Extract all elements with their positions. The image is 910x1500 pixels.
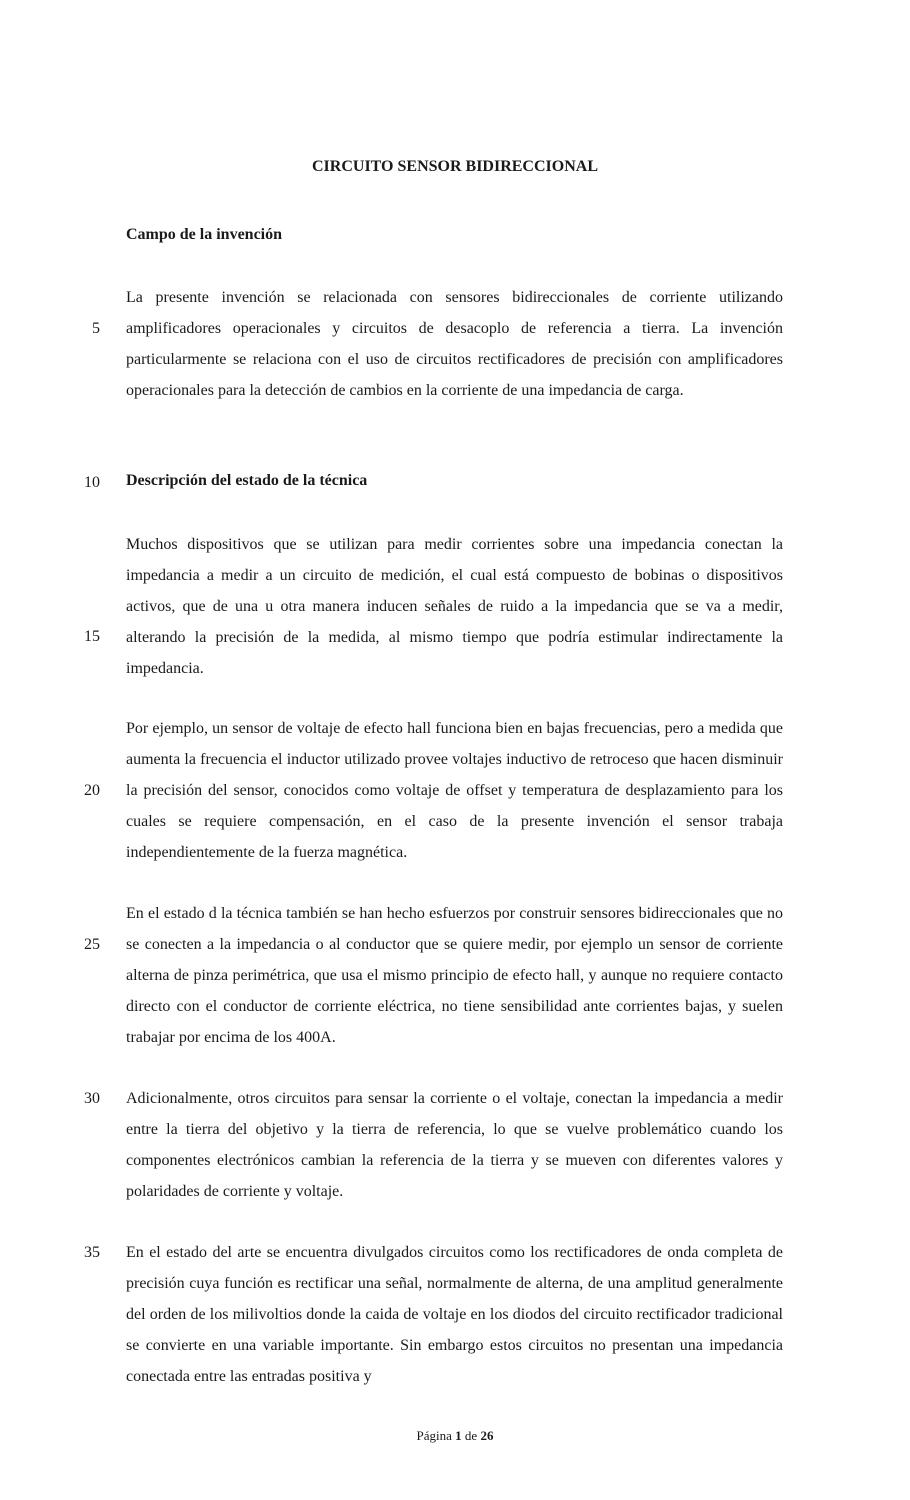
paragraph-prior-art-4: Adicionalmente, otros circuitos para sensar la corriente o el voltaje, conectan la impedancia a medir entre la tierra del objetivo y la tierra de referencia, lo que se vuelve problemático cuando los componentes electrónicos cambian la referencia de la tierra y se mueven con diferentes valores y polaridades de corriente y voltaje. <box>126 1090 783 1200</box>
line-number: 5 <box>92 320 100 337</box>
line-number: 25 <box>84 936 100 953</box>
paragraph-prior-art-5: En el estado del arte se encuentra divulgados circuitos como los rectificadores de onda completa de precisión cuya función es rectificar una señal, normalmente de alterna, de una amplitud generalmente del orden de los milivoltios donde la caida de voltaje en los diodos del circuito rectificador tradicional se convierte en una variable importante. Sin embargo estos circuitos no presentan una impedancia conectada entre las entradas positiva y <box>126 1244 783 1385</box>
paragraph-prior-art-3: En el estado d la técnica también se han hecho esfuerzos por construir sensores bidireccionales que no se conecten a la impedancia o al conductor que se quiere medir, por ejemplo un sensor de corriente alterna de pinza perimétrica, que usa el mismo principio de efecto hall, y aunque no requiere contacto directo con el conductor de corriente eléctrica, no tiene sensibilidad ante corrientes bajas, y suelen trabajar por encima de los 400A. <box>126 905 783 1046</box>
line-number: 10 <box>84 474 100 491</box>
paragraph-prior-art-2: Por ejemplo, un sensor de voltaje de efecto hall funciona bien en bajas frecuencias, pero a medida que aumenta la frecuencia el inductor utilizado provee voltajes inductivo de retroceso que hacen disminuir la precisión del sensor, conocidos como voltaje de offset y temperatura de desplazamiento para los cuales se requiere compensación, en el caso de la presente invención el sensor trabaja independientemente de la fuerza magnética. <box>126 720 783 861</box>
line-number: 15 <box>84 628 100 645</box>
line-number: 35 <box>84 1244 100 1261</box>
section-heading-field: Campo de la invención <box>126 226 283 243</box>
line-number: 20 <box>84 782 100 799</box>
line-number: 30 <box>84 1090 100 1107</box>
footer-prefix: Página <box>416 1428 452 1443</box>
section-heading-prior-art: Descripción del estado de la técnica <box>126 472 368 489</box>
page-footer <box>0 1428 910 1444</box>
paragraph-field: La presente invención se relacionada con sensores bidireccionales de corriente utilizando amplificadores operacionales y circuitos de desacoplo de referencia a tierra. La invención particularmente se relaciona con el uso de circuitos rectificadores de precisión con amplificadores operacionales para la detección de cambios en la corriente de una impedancia de carga. <box>126 289 783 399</box>
footer-separator: de <box>464 1428 478 1443</box>
paragraph-prior-art-1: Muchos dispositivos que se utilizan para medir corrientes sobre una impedancia conectan la impedancia a medir a un circuito de medición, el cual está compuesto de bobinas o dispositivos activos, que de una u otra manera inducen señales de ruido a la impedancia que se va a medir, alterando la precisión de la medida, al mismo tiempo que podría estimular indirectamente la impedancia. <box>126 536 783 677</box>
footer-page-number: 1 <box>455 1428 462 1443</box>
document-title: CIRCUITO SENSOR BIDIRECCIONAL <box>312 158 598 175</box>
footer-total-pages: 26 <box>480 1428 494 1443</box>
